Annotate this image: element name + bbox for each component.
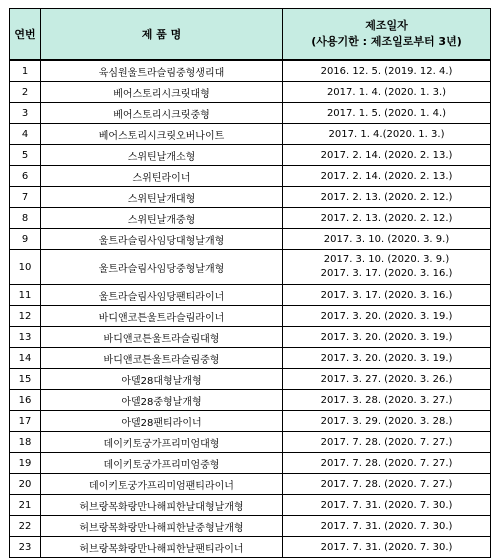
row-manufacture-date xyxy=(283,103,491,124)
table-row xyxy=(10,474,491,495)
row-manufacture-date xyxy=(283,432,491,453)
header-date-title: 제조일자 xyxy=(365,19,408,32)
row-number: 1 xyxy=(10,60,41,82)
table-row xyxy=(10,166,491,187)
row-number: 7 xyxy=(10,187,41,208)
row-number: 3 xyxy=(10,103,41,124)
row-date-value: 2017. 1. 4. (2020. 1. 3.) xyxy=(326,86,447,98)
row-product-name: 아델28팬티라이너 xyxy=(41,411,283,432)
row-date-value: 2017. 3. 10. (2020. 3. 9.) xyxy=(323,254,450,265)
row-manufacture-date xyxy=(283,537,491,558)
row-number: 21 xyxy=(10,495,41,516)
table-row xyxy=(10,495,491,516)
row-manufacture-date xyxy=(283,124,491,145)
row-product-name: 스위틴날개중형 xyxy=(41,208,283,229)
row-number: 8 xyxy=(10,208,41,229)
table-row xyxy=(10,516,491,537)
row-manufacture-date xyxy=(283,60,491,82)
row-number: 22 xyxy=(10,516,41,537)
row-number: 5 xyxy=(10,145,41,166)
table-row xyxy=(10,306,491,327)
row-product-name: 베어스토리시크릿대형 xyxy=(41,82,283,103)
header-date-subtitle: (사용기한 : 제조일로부터 3년) xyxy=(311,35,462,48)
row-product-name: 스위틴날개소형 xyxy=(41,145,283,166)
row-number: 14 xyxy=(10,348,41,369)
row-product-name: 아델28대형날개형 xyxy=(41,369,283,390)
row-number: 16 xyxy=(10,390,41,411)
row-date-value: 2017. 3. 27. (2020. 3. 26.) xyxy=(320,373,453,385)
table-row xyxy=(10,327,491,348)
row-manufacture-date xyxy=(283,285,491,306)
table-row xyxy=(10,432,491,453)
table-row xyxy=(10,103,491,124)
product-table-frame xyxy=(9,8,490,558)
table-row xyxy=(10,537,491,558)
table-body xyxy=(10,60,491,558)
row-manufacture-date xyxy=(283,390,491,411)
table-row xyxy=(10,348,491,369)
row-manufacture-date xyxy=(283,250,491,285)
table-row xyxy=(10,453,491,474)
row-manufacture-date xyxy=(283,327,491,348)
table-row xyxy=(10,124,491,145)
row-manufacture-date xyxy=(283,495,491,516)
row-date-value: 2017. 3. 10. (2020. 3. 9.) xyxy=(323,233,450,245)
row-number: 20 xyxy=(10,474,41,495)
row-manufacture-date xyxy=(283,208,491,229)
row-product-name: 스위틴라이너 xyxy=(41,166,283,187)
table-row xyxy=(10,82,491,103)
header-number: 연번 xyxy=(10,9,41,61)
row-manufacture-date xyxy=(283,82,491,103)
row-date-value: 2017. 7. 28. (2020. 7. 27.) xyxy=(320,478,453,490)
row-date-value: 2017. 7. 28. (2020. 7. 27.) xyxy=(320,436,453,448)
row-product-name: 울트라슬림사임당팬티라이너 xyxy=(41,285,283,306)
header-manufacture-date xyxy=(283,9,491,61)
row-product-name: 스위틴날개대형 xyxy=(41,187,283,208)
table-row xyxy=(10,285,491,306)
row-date-value: 2017. 3. 28. (2020. 3. 27.) xyxy=(320,394,453,406)
row-number: 6 xyxy=(10,166,41,187)
row-product-name: 데이키토궁가프리미엄대형 xyxy=(41,432,283,453)
row-date-value: 2017. 3. 20. (2020. 3. 19.) xyxy=(320,310,453,322)
table-row xyxy=(10,369,491,390)
row-date-value: 2016. 12. 5. (2019. 12. 4.) xyxy=(320,65,453,77)
row-product-name: 바디앤코튼울트라슬림중형 xyxy=(41,348,283,369)
row-number: 23 xyxy=(10,537,41,558)
table-row xyxy=(10,187,491,208)
row-date-value: 2017. 3. 17. (2020. 3. 16.) xyxy=(320,289,453,301)
row-date-value: 2017. 2. 13. (2020. 2. 12.) xyxy=(320,212,453,224)
row-number: 2 xyxy=(10,82,41,103)
row-number: 19 xyxy=(10,453,41,474)
row-product-name: 베어스토리시크릿오버나이트 xyxy=(41,124,283,145)
row-manufacture-date xyxy=(283,145,491,166)
table-row xyxy=(10,208,491,229)
row-manufacture-date xyxy=(283,411,491,432)
row-manufacture-date xyxy=(283,369,491,390)
table-row xyxy=(10,145,491,166)
product-table xyxy=(9,8,491,558)
row-manufacture-date xyxy=(283,453,491,474)
row-number: 13 xyxy=(10,327,41,348)
row-manufacture-date xyxy=(283,166,491,187)
row-manufacture-date xyxy=(283,229,491,250)
row-product-name: 데이키토궁가프리미엄중형 xyxy=(41,453,283,474)
table-row xyxy=(10,250,491,285)
row-number: 12 xyxy=(10,306,41,327)
row-date-value: 2017. 7. 28. (2020. 7. 27.) xyxy=(320,457,453,469)
row-date-value: 2017. 2. 14. (2020. 2. 13.) xyxy=(320,149,453,161)
row-date-value: 2017. 3. 29. (2020. 3. 28.) xyxy=(320,415,453,427)
row-date-value: 2017. 1. 4.(2020. 1. 3.) xyxy=(328,128,445,140)
row-date-value: 2017. 7. 31. (2020. 7. 30.) xyxy=(320,499,453,511)
row-product-name: 허브랑목화랑만나해피한날대형날개형 xyxy=(41,495,283,516)
row-product-name: 바디앤코튼울트라슬림대형 xyxy=(41,327,283,348)
row-manufacture-date xyxy=(283,306,491,327)
row-date-value: 2017. 2. 13. (2020. 2. 12.) xyxy=(320,191,453,203)
row-product-name: 허브랑목화랑만나해피한날팬티라이너 xyxy=(41,537,283,558)
row-date-value: 2017. 7. 31. (2020. 7. 30.) xyxy=(320,541,453,553)
row-product-name: 울트라슬림사임당대형날개형 xyxy=(41,229,283,250)
row-number: 9 xyxy=(10,229,41,250)
row-date-value: 2017. 3. 17. (2020. 3. 16.) xyxy=(320,268,453,279)
table-header-row xyxy=(10,9,491,61)
row-date-value: 2017. 3. 20. (2020. 3. 19.) xyxy=(320,331,453,343)
row-number: 4 xyxy=(10,124,41,145)
row-product-name: 허브랑목화랑만나해피한날중형날개형 xyxy=(41,516,283,537)
row-product-name: 데이키토궁가프리미엄팬티라이너 xyxy=(41,474,283,495)
row-product-name: 육심원울트라슬림중형생리대 xyxy=(41,60,283,82)
row-number: 11 xyxy=(10,285,41,306)
table-row xyxy=(10,229,491,250)
row-manufacture-date xyxy=(283,474,491,495)
row-date-value: 2017. 7. 31. (2020. 7. 30.) xyxy=(320,520,453,532)
row-product-name: 아델28중형날개형 xyxy=(41,390,283,411)
header-product-name-label: 제 품 명 xyxy=(141,28,182,41)
table-row xyxy=(10,411,491,432)
row-number: 15 xyxy=(10,369,41,390)
row-date-value: 2017. 3. 20. (2020. 3. 19.) xyxy=(320,352,453,364)
row-manufacture-date xyxy=(283,348,491,369)
row-date-value: 2017. 2. 14. (2020. 2. 13.) xyxy=(320,170,453,182)
row-number: 10 xyxy=(10,250,41,285)
row-manufacture-date xyxy=(283,187,491,208)
row-product-name: 베어스토리시크릿중형 xyxy=(41,103,283,124)
table-row xyxy=(10,390,491,411)
table-row xyxy=(10,60,491,82)
row-number: 17 xyxy=(10,411,41,432)
header-product-name xyxy=(41,9,283,61)
row-product-name: 울트라슬림사임당중형날개형 xyxy=(41,250,283,285)
row-manufacture-date xyxy=(283,516,491,537)
row-date-value: 2017. 1. 5. (2020. 1. 4.) xyxy=(326,107,447,119)
row-product-name: 바디앤코튼울트라슬림라이너 xyxy=(41,306,283,327)
row-number: 18 xyxy=(10,432,41,453)
